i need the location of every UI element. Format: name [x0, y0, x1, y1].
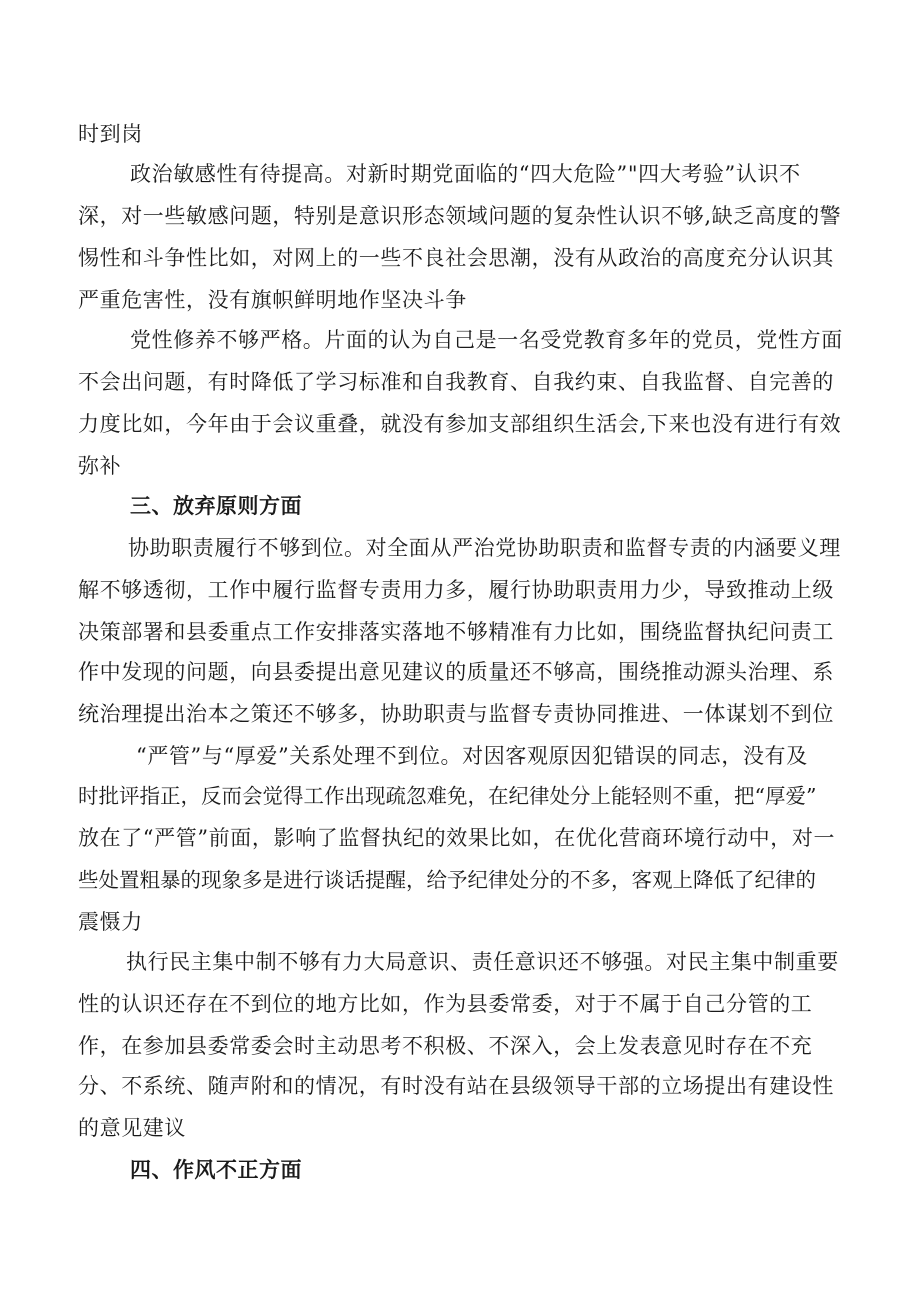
text-line: 不会出问题，有时降低了学习标准和自我教育、自我约束、自我监督、自完善的 [78, 370, 834, 394]
text-line: 时到岗 [78, 122, 143, 146]
text-line: 作，在参加县委常委会时主动思考不积极、不深入，会上发表意见时存在不充 [78, 1034, 813, 1058]
text-line: 统治理提出治本之策还不够多，协助职责与监督专责协同推进、一体谋划不到位 [78, 702, 834, 726]
text-line: 些处置粗暴的现象多是进行谈话提醒，给予纪律处分的不多，客观上降低了纪律的 [78, 868, 816, 892]
text-line: 决策部署和县委重点工作安排落实落地不够精准有力比如，围绕监督执纪问责工 [78, 620, 834, 644]
paragraph-first-line: “严管”与“厚爱”关系处理不到位。对因客观原因犯错误的同志，没有及 [136, 744, 808, 768]
text-line: 的意见建议 [78, 1116, 186, 1140]
paragraph-first-line: 协助职责履行不够到位。对全面从严治党协助职责和监督专责的内涵要义理 [128, 536, 841, 560]
text-line: 时批评指正，反而会觉得工作出现疏忽难免，在纪律处分上能轻则不重，把“厚爱” [78, 784, 817, 808]
paragraph-first-line: 执行民主集中制不够有力大局意识、责任意识还不够强。对民主集中制重要 [126, 950, 839, 974]
text-line: 严重危害性，没有旗帜鲜明地作坚决斗争 [78, 288, 467, 312]
text-line: 作中发现的问题，向县委提出意见建议的质量还不够高，围绕推动源头治理、系 [78, 660, 834, 684]
text-line: 分、不系统、随声附和的情况，有时没有站在县级领导干部的立场提出有建设性 [78, 1074, 834, 1098]
text-line: 解不够透彻，工作中履行监督专责用力多，履行协助职责用力少，导致推动上级 [78, 578, 834, 602]
text-line: 放在了“严管”前面，影响了监督执纪的效果比如，在优化营商环境行动中，对一 [78, 826, 836, 850]
text-line: 性的认识还存在不到位的地方比如，作为县委常委，对于不属于自己分管的工 [78, 992, 813, 1016]
text-line: 惕性和斗争性比如，对网上的一些不良社会思潮，没有从政治的高度充分认识其 [78, 246, 834, 270]
section-heading: 三、放弃原则方面 [130, 494, 302, 518]
text-line: 震慑力 [78, 910, 143, 934]
text-line: 深，对一些敏感问题，特别是意识形态领域问题的复杂性认识不够,缺乏高度的警 [78, 204, 842, 228]
text-line: 弥补 [78, 454, 122, 478]
paragraph-first-line: 党性修养不够严格。片面的认为自己是一名受党教育多年的党员，党性方面 [130, 328, 843, 352]
text-line: 力度比如，今年由于会议重叠，就没有参加支部组织生活会,下来也没有进行有效 [78, 412, 842, 436]
paragraph-first-line: 政治敏感性有待提高。对新时期党面临的“四大危险”"四大考验”认识不 [130, 162, 801, 186]
section-heading: 四、作风不正方面 [130, 1158, 302, 1182]
